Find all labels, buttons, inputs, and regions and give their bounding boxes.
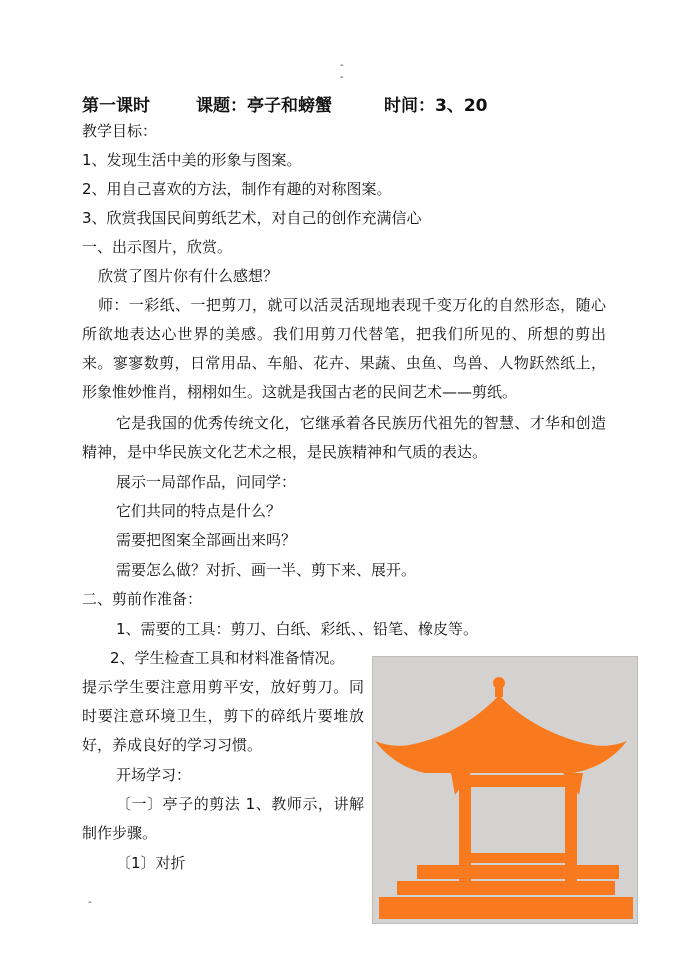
lesson-label: 第一课时 [82,96,150,116]
culture-paragraph: 它是我国的优秀传统文化，它继承着各民族历代祖先的智慧、才华和创造精神，是中华民族文化艺术之根，是民族精神和气质的表达。 [82,414,606,461]
question-text: 需要把图案全部画出来吗？ [116,531,297,549]
show-text: 展示一局部作品，问同学： [116,473,297,491]
question-text: 它们共同的特点是什么？ [116,502,282,520]
objective-item: 2、用自己喜欢的方法，制作有趣的对称图案。 [82,180,392,198]
question-text: 需要怎么做？对折、画一半、剪下来、展开。 [116,561,417,579]
footer-mark: - [88,897,92,908]
step-paragraph: 〔一〕亭子的剪法 1、教师示，讲解制作步骤。 [82,795,364,842]
start-text: 开场学习： [116,766,192,784]
objective-item: 1、发现生活中美的形象与图案。 [82,151,302,169]
pavilion-papercut-image [372,656,638,924]
fold-text: 〔1〕对折 [116,854,186,872]
section-heading: 一、出示图片，欣赏。 [82,238,233,256]
section-heading: 二、剪前作准备： [82,590,203,608]
header-mark: - [340,72,344,83]
check-text: 2、学生检查工具和材料准备情况。 [110,649,345,667]
header-mark: - [340,60,344,71]
objective-item: 3、欣赏我国民间剪纸艺术，对自己的创作充满信心 [82,209,422,227]
objectives-heading: 教学目标： [82,122,158,140]
teacher-paragraph: 师：一彩纸、一把剪刀，就可以活灵活现地表现千变万化的自然形态，随心所欲地表达心世界的美感。我们用剪刀代替笔，把我们所见的、所想的剪出来。寥寥数剪，日常用品、车船、花卉、果蔬、虫鱼、鸟兽、人物跃然纸上，形象惟妙惟肖，栩栩如生。这就是我国古老的民间艺术——剪纸。 [82,296,606,401]
tools-text: 1、需要的工具：剪刀、白纸、彩纸、、铅笔、橡皮等。 [116,620,479,638]
time-label: 时间：3、20 [384,96,488,116]
pavilion-icon [373,657,638,924]
topic-label: 课题：亭子和螃蟹 [196,96,332,116]
question-text: 欣赏了图片你有什么感想？ [98,267,279,285]
safety-paragraph: 提示学生要注意用剪平安，放好剪刀。同时要注意环境卫生，剪下的碎纸片要堆放好，养成良好的学习习惯。 [82,678,364,754]
